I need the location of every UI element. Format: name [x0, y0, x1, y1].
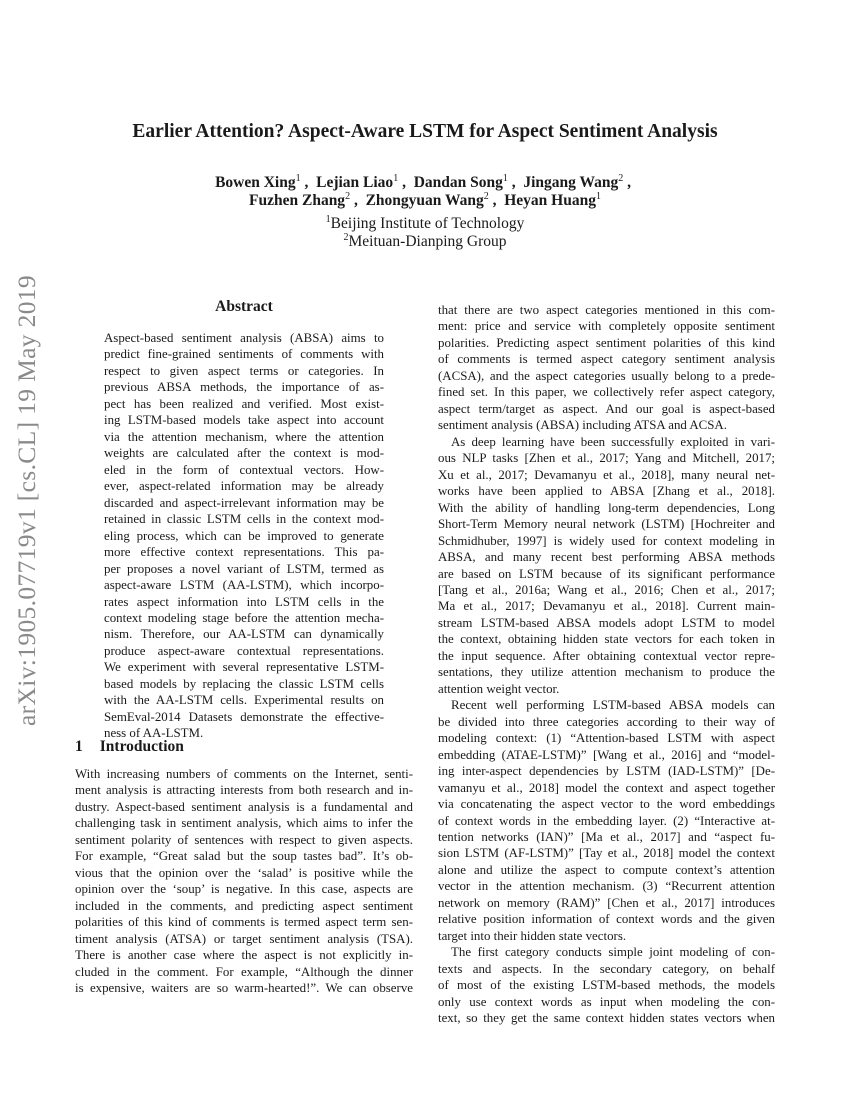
text-line: aspect-aware LSTM (AA-LSTM), which incorpo- — [104, 578, 384, 593]
abstract-heading: Abstract — [215, 298, 273, 315]
text-line: text, so they get the same context hidden states vectors when — [438, 1011, 775, 1026]
text-line: embedding (ATAE-LSTM)” [Wang et al., 2016] and “model- — [438, 747, 775, 762]
author — [316, 174, 398, 191]
text-line: (ACSA), and the aspect categories usually belong to a prede- — [438, 368, 775, 383]
text-line: that there are two aspect categories mentioned in this com- — [438, 303, 775, 317]
author-affiliation-marker: 1 — [595, 191, 601, 202]
text-line: via concatenating the aspect vector to the word embeddings — [438, 797, 775, 812]
text-line: ing inter-aspect dependencies by LSTM (IAD-LSTM)” [De- — [438, 764, 775, 779]
text-line: the context, obtaining hidden state vectors for each token in — [438, 632, 775, 647]
text-line: of most of the existing LSTM-based methods, the models — [438, 978, 775, 993]
text-line: vamanyu et al., 2018] model the context and aspect together — [438, 780, 775, 795]
text-line: target into their hidden state vectors. — [438, 928, 627, 943]
author-affiliation-marker: 1 — [295, 173, 301, 184]
text-line: As deep learning have been successfully exploited in vari- — [451, 434, 775, 449]
text-line: [Tang et al., 2016a; Wang et al., 2016; Chen et al., 2017; — [438, 582, 775, 597]
text-line: more effective context representations. This pa- — [104, 545, 384, 560]
text-line: are based on LSTM because of its significant performance — [438, 566, 775, 581]
author-list-line-2: Fuzhen Zhang$^2$ , Zhongyuan Wang$^2$ , Heyan Huang$^1$ — [249, 191, 601, 210]
affiliation-1 — [60, 214, 790, 233]
author — [523, 174, 623, 191]
text-line: relative position information of context words and the given — [438, 912, 775, 927]
text-line: We experiment with several representative LSTM- — [104, 660, 384, 675]
text-line: per proposes a novel variant of LSTM, termed as — [104, 561, 384, 576]
text-line: Schmidhuber, 1997] is widely used for context modeling in — [438, 533, 775, 548]
text-line: Aspect-based sentiment analysis (ABSA) aims to — [104, 331, 384, 345]
text-line: with the AA-LSTM cells. Experimental results on — [104, 693, 384, 708]
text-line: aspect term/target as aspect. And our goal is aspect-based — [438, 401, 775, 416]
text-line: With the ability of handling long-term dependencies, Long — [438, 500, 775, 515]
text-line: stream LSTM-based ABSA models adopt LSTM to model — [438, 615, 775, 630]
text-line: SemEval-2014 Datasets demonstrate the effective- — [104, 709, 384, 724]
text-line: discarded and aspect-irrelevant information may be — [104, 495, 384, 510]
affiliation-name: Beijing Institute of Technology — [330, 215, 525, 233]
text-line: There is another case where the aspect is not explicitly in- — [75, 948, 413, 963]
text-line: nism. Therefore, our AA-LSTM can dynamically — [104, 627, 384, 642]
text-line: dustry. Aspect-based sentiment analysis is a fundamental and — [75, 799, 413, 814]
text-line: texts and aspects. In the secondary category, on behalf — [438, 961, 775, 976]
text-line: only use context words as input when modeling the con- — [438, 994, 775, 1009]
text-line: opinion over the ‘soup’ is negative. In this case, aspects are — [75, 882, 413, 897]
text-line: ing LSTM-based models take aspect into account — [104, 413, 384, 428]
text-line: sentations, they utilize attention mechanism to produce the — [438, 665, 775, 680]
text-line: Xu et al., 2017; Devamanyu et al., 2018], many neural net- — [438, 467, 775, 482]
text-line: of context words in the embedding layer. (2) “Interactive at- — [438, 813, 775, 828]
author-name: Bowen Xing — [215, 174, 296, 192]
text-line: sentiment analysis (ABSA) including ATSA and ACSA. — [438, 418, 727, 433]
text-line: vector in the attention mechanism. (3) “Recurrent attention — [438, 879, 775, 894]
text-line: ABSA, and many recent best performing ABSA methods — [438, 550, 775, 565]
author-name: Zhongyuan Wang — [365, 192, 484, 210]
text-line: ous NLP tasks [Zhen et al., 2017; Yang and Mitchell, 2017; — [438, 451, 775, 466]
text-line: ever, aspect-related information may be already — [104, 479, 384, 494]
intro-left-column — [75, 766, 413, 997]
arxiv-identifier: arXiv:1905.07719v1 [cs.CL] 19 May 2019 — [12, 275, 41, 726]
text-line: retained in classic LSTM cells in the context mod- — [104, 512, 384, 527]
text-line: network on memory (RAM)” [Chen et al., 2017] introduces — [438, 895, 775, 910]
text-line: be divided into three categories according to their way of — [438, 714, 775, 729]
text-line: For example, “Great salad but the soup tastes bad”. It’s ob- — [75, 849, 413, 864]
text-line: polarities. Predicting aspect sentiment polarities of this kind — [438, 335, 775, 350]
text-line: sion LSTM (AF-LSTM)” [Tay et al., 2018] model the context — [438, 846, 775, 861]
section-title: Introduction — [99, 738, 184, 755]
text-line: eled in the form of contextual vectors. How- — [104, 462, 384, 477]
text-line: produce aspect-aware contextual representations. — [104, 643, 384, 658]
affiliation-name: Meituan-Dianping Group — [348, 233, 507, 251]
text-line: fined set. In this paper, we collectively refer aspect category, — [438, 385, 775, 400]
affiliation-marker: 2 — [343, 232, 349, 243]
text-line: attention weight vector. — [438, 681, 560, 696]
abstract-body — [104, 330, 384, 742]
text-line: polarities of this kind of comments is termed aspect term sen- — [75, 915, 413, 930]
text-line: With increasing numbers of comments on the Internet, senti- — [75, 767, 413, 781]
text-line: ment: price and service with completely opposite sentiment — [438, 319, 775, 334]
text-line: cluded in the comment. For example, “Although the dinner — [75, 964, 413, 979]
text-line: The first category conducts simple joint modeling of con- — [451, 945, 775, 960]
text-line: eling process, which can be improved to generate — [104, 528, 384, 543]
author-affiliation-marker: 2 — [618, 173, 624, 184]
author-list-line-1: Bowen Xing$^1$ , Lejian Liao$^1$ , Dandan Song$^1$ , Jingang Wang$^2$ , — [215, 173, 635, 192]
text-line: Ma et al., 2017; Devamanyu et al., 2018]. Current main- — [438, 599, 775, 614]
author-affiliation-marker: 2 — [483, 191, 489, 202]
section-number: 1 — [75, 738, 83, 755]
text-line: tention networks (IAN)” [Ma et al., 2017] and “aspect fu- — [438, 830, 775, 844]
text-line: alone and utilize the aspect to compute context’s attention — [438, 862, 775, 877]
text-line: rates aspect information into LSTM cells in the — [104, 594, 384, 609]
text-line: included in the comments, and predicting aspect sentiment — [75, 898, 413, 913]
text-line: via the attention mechanism, where the attention — [104, 429, 384, 444]
author — [366, 192, 489, 209]
text-line: Recent well performing LSTM-based ABSA models can — [451, 698, 775, 713]
author-name: Fuzhen Zhang — [249, 192, 346, 210]
text-line: predict fine-grained sentiments of comments with — [104, 347, 384, 362]
section-heading — [75, 738, 184, 756]
author-affiliation-marker: 2 — [345, 191, 351, 202]
author — [414, 174, 508, 191]
right-column — [438, 302, 775, 1027]
author — [215, 174, 301, 191]
text-line: sentiment polarity of sentences with respect to given aspects. — [75, 832, 413, 847]
text-line: is expensive, waiters are so warm-hearted!”. We can observe — [75, 981, 413, 996]
text-line: previous ABSA methods, the importance of as- — [104, 380, 384, 395]
author — [504, 192, 601, 209]
affiliation-2 — [60, 232, 790, 251]
text-line: timent analysis (ATSA) or target sentiment analysis (TSA). — [75, 931, 413, 946]
text-line: the input sequence. After obtaining contextual vector repre- — [438, 648, 775, 663]
author-name: Lejian Liao — [316, 174, 394, 192]
text-line: ness of AA-LSTM. — [104, 726, 204, 741]
text-line: pect has been realized and verified. Most exist- — [104, 396, 384, 411]
text-line: based models by replacing the classic LSTM cells — [104, 676, 384, 691]
text-line: respect to given aspect terms or categories. In — [104, 363, 384, 378]
affiliation-marker: 1 — [325, 214, 331, 225]
author-name: Jingang Wang — [523, 174, 619, 192]
author-affiliation-marker: 1 — [393, 173, 399, 184]
text-line: weights are calculated after the context is mod- — [104, 446, 384, 461]
text-line: of comments is termed aspect category sentiment analysis — [438, 352, 775, 367]
text-line: vious that the opinion over the ‘salad’ is positive while the — [75, 865, 413, 880]
author — [249, 192, 350, 209]
author-name: Dandan Song — [413, 174, 503, 192]
text-line: works have been applied to ABSA [Zhang et al., 2018]. — [438, 484, 775, 499]
paper-title: Earlier Attention? Aspect-Aware LSTM for Aspect Sentiment Analysis — [132, 121, 718, 142]
text-line: challenging task in sentiment analysis, which aims to infer the — [75, 816, 413, 831]
text-line: Short-Term Memory neural network (LSTM) [Hochreiter and — [438, 517, 775, 532]
text-line: context modeling stage before the attention mecha- — [104, 610, 384, 625]
arxiv-sidebar — [5, 275, 49, 726]
author-affiliation-marker: 1 — [502, 173, 508, 184]
text-line: modeling context: (1) “Attention-based LSTM with aspect — [438, 731, 775, 746]
text-line: ment analysis is attracting interests from both research and in- — [75, 783, 413, 798]
author-name: Heyan Huang — [504, 192, 596, 210]
